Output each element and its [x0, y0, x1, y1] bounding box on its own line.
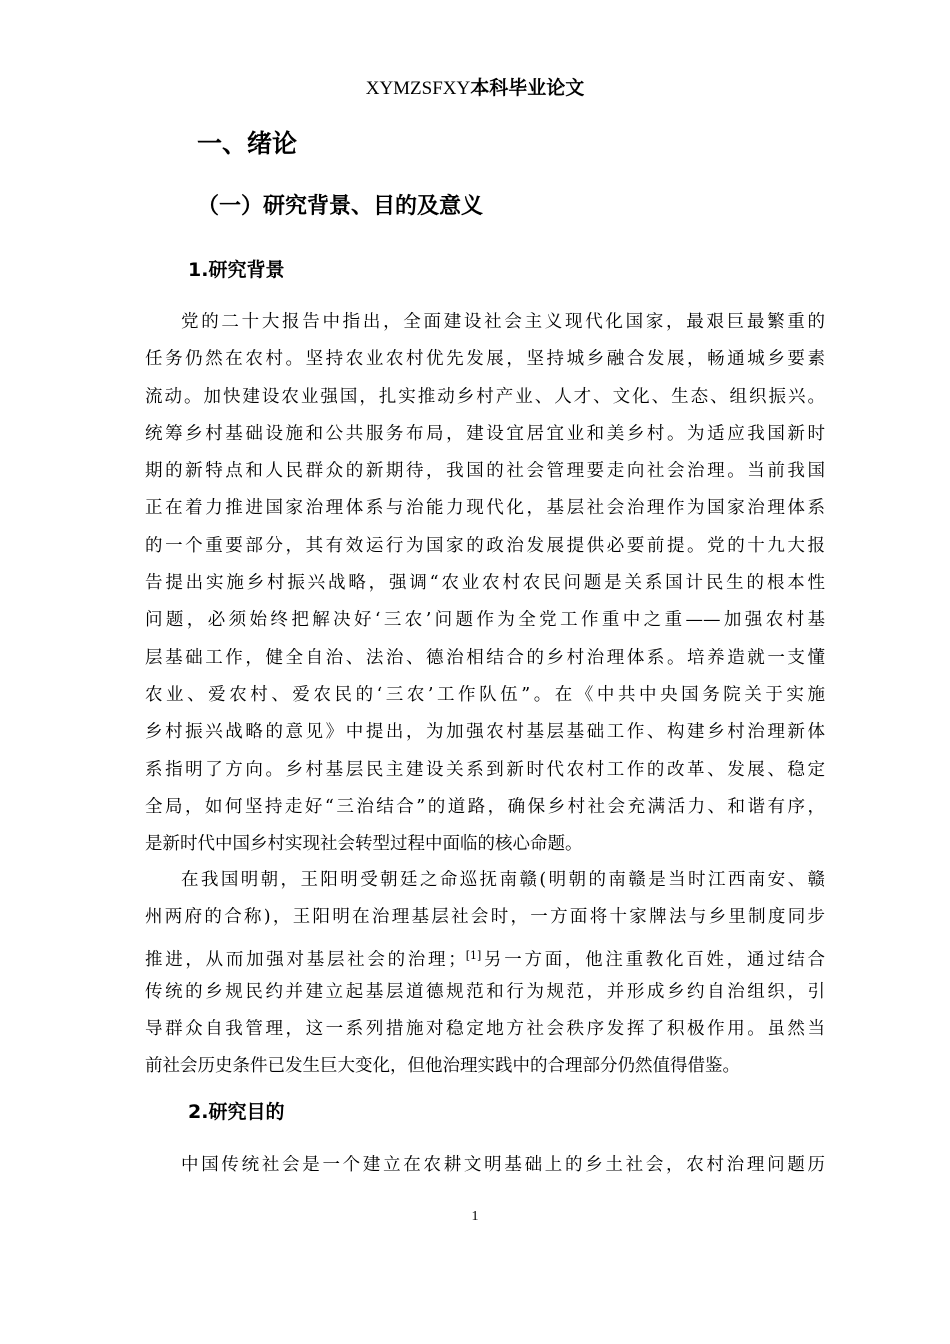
citation-marker[interactable]: [1]	[465, 948, 482, 962]
text-line: 问题，必须始终把解决好‘三农’问题作为全党工作重中之重——加强农村基	[145, 610, 825, 631]
text-line: 正在着力推进国家治理体系与治能力现代化，基层社会治理作为国家治理体系	[145, 498, 825, 519]
header-thesis-label: 本科毕业论文	[470, 77, 585, 99]
paragraph-purpose-1	[145, 1147, 825, 1184]
text-line: 任务仍然在农村。坚持农业农村优先发展，坚持城乡融合发展，畅通城乡要素	[145, 349, 825, 370]
text-line-with-citation	[145, 937, 825, 974]
section-heading: （一）研究背景、目的及意义	[197, 194, 484, 219]
text-line: 层基础工作，健全自治、法治、德治相结合的乡村治理体系。培养造就一支懂	[145, 647, 825, 668]
text-line: 前社会历史条件已发生巨大变化，但他治理实践中的合理部分仍然值得借鉴。	[145, 1056, 740, 1077]
text-line: 导群众自我管理，这一系列措施对稳定地方社会秩序发挥了积极作用。虽然当	[145, 1019, 825, 1040]
text-line: 传统的乡规民约并建立起基层道德规范和行为规范，并形成乡约自治组织，引	[145, 981, 825, 1002]
text-line: 期的新特点和人民群众的新期待，我国的社会管理要走向社会治理。当前我国	[145, 461, 825, 482]
text-line: 乡村振兴战略的意见》中提出，为加强农村基层基础工作、构建乡村治理新体	[145, 722, 825, 743]
subsection-heading-background: 1.研究背景	[188, 259, 285, 281]
text-line: 的一个重要部分，其有效运行为国家的政治发展提供必要前提。党的十九大报	[145, 535, 825, 556]
text-segment: 另一方面，他注重教化百姓，通过结合	[481, 949, 826, 970]
page-number: 1	[471, 1209, 479, 1224]
subsection-heading-purpose: 2.研究目的	[188, 1101, 285, 1123]
paragraph-background-1	[145, 304, 825, 863]
page-header	[0, 76, 950, 101]
text-line: 是新时代中国乡村实现社会转型过程中面临的核心命题。	[145, 834, 583, 855]
paragraph-background-2	[145, 862, 825, 1086]
text-segment: 推进，从而加强对基层社会的治理；	[145, 949, 466, 970]
text-line: 党的二十大报告中指出，全面建设社会主义现代化国家，最艰巨最繁重的	[181, 312, 825, 332]
text-line: 在我国明朝，王阳明受朝廷之命巡抚南赣(明朝的南赣是当时江西南安、赣	[181, 870, 825, 890]
text-line: 系指明了方向。乡村基层民主建设关系到新时代农村工作的改革、发展、稳定	[145, 759, 825, 780]
text-line: 流动。加快建设农业强国，扎实推动乡村产业、人才、文化、生态、组织振兴。	[145, 386, 825, 407]
text-line: 全局，如何坚持走好“三治结合”的道路，确保乡村社会充满活力、和谐有序，	[145, 796, 825, 817]
text-line: 中国传统社会是一个建立在农耕文明基础上的乡土社会，农村治理问题历	[181, 1155, 825, 1175]
chapter-heading: 一、绪论	[197, 129, 298, 158]
text-line: 统筹乡村基础设施和公共服务布局，建设宜居宜业和美乡村。为适应我国新时	[145, 423, 825, 444]
header-latin-code: XYMZSFXY	[365, 78, 471, 99]
text-line: 农业、爱农村、爱农民的‘三农’工作队伍”。在《中共中央国务院关于实施	[145, 684, 825, 705]
text-line: 州两府的合称)，王阳明在治理基层社会时，一方面将十家牌法与乡里制度同步	[145, 907, 825, 928]
text-line: 告提出实施乡村振兴战略，强调“农业农村农民问题是关系国计民生的根本性	[145, 573, 825, 594]
